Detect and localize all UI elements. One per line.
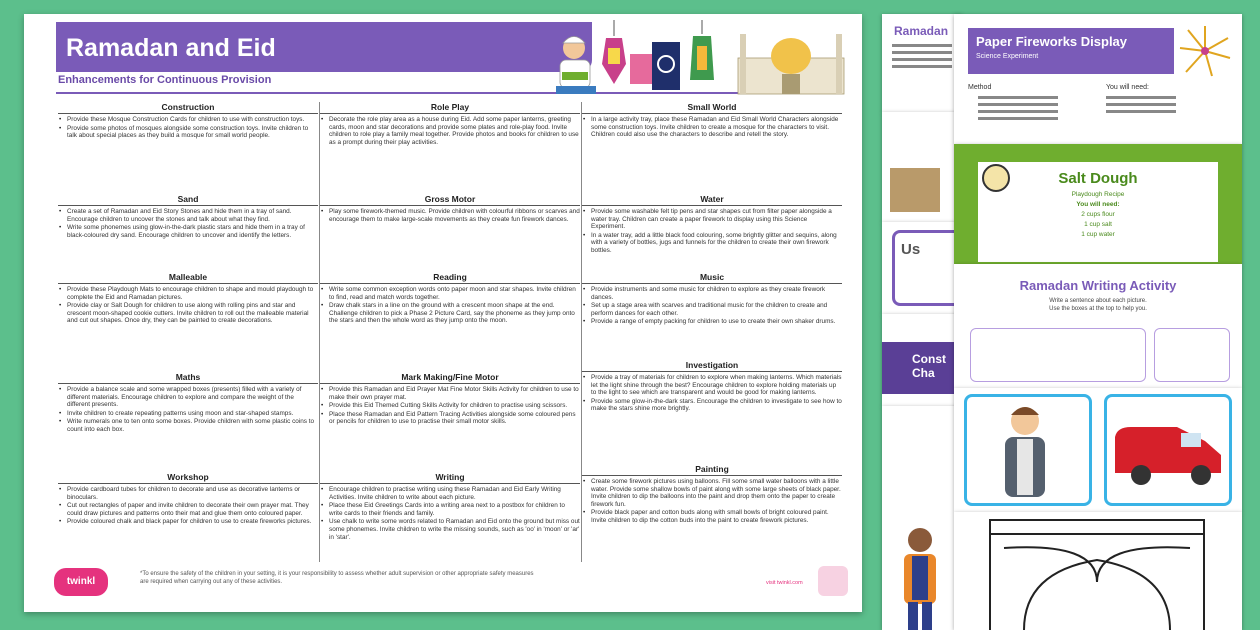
- activity-item: • Provide this Eid Themed Cutting Skills Activity for children to practise using scissors.: [320, 402, 580, 410]
- activity-item: • Provide these Mosque Construction Cards for children to use with construction toys.: [58, 116, 318, 124]
- activity-item: • Provide instruments and some music for children to explore as they create firework dances.: [582, 286, 842, 301]
- activity-list: [582, 116, 842, 139]
- salt-dough-panel: [978, 162, 1218, 262]
- section-rule: [320, 113, 580, 114]
- salt-dough-ingredient: 2 cups flour: [1081, 211, 1115, 218]
- us-card-title: Us: [892, 230, 962, 306]
- stacked-page: [882, 112, 956, 222]
- provision-section: [320, 272, 580, 326]
- section-heading: Writing: [435, 472, 465, 482]
- paper-fireworks-card: [954, 14, 1242, 144]
- activity-list: [320, 208, 580, 223]
- activity-item: • Provide some photos of mosques alongside some construction toys. Invite children to talk about special places as they build a mosque for small world people.: [58, 125, 318, 140]
- boy-figure-icon: [967, 397, 1089, 503]
- provision-section: [582, 464, 842, 526]
- provision-section: [58, 102, 318, 141]
- person-figure-icon: [882, 406, 962, 630]
- activity-item: • Write some common exception words onto paper moon and star shapes. Invite children to find, read and match words together.: [320, 286, 580, 301]
- construction-card-title: Const Cha: [882, 342, 962, 394]
- section-heading: Investigation: [685, 360, 739, 370]
- activity-item: • In a large activity tray, place these Ramadan and Eid Small World Characters alongside some construction toys. Invite children to create a mosque for the characters to visit. Children could also use the characters to describe and retell the story.: [582, 116, 842, 139]
- provision-section: [320, 102, 580, 147]
- word-bank-box: [1154, 328, 1230, 382]
- provision-section: [582, 360, 842, 414]
- writing-title: Ramadan Writing Activity: [1019, 278, 1177, 293]
- salt-dough-ingredient: 1 cup salt: [1084, 221, 1112, 228]
- construction-challenge-card: [882, 314, 962, 406]
- activity-item: • Play some firework-themed music. Provide children with colourful ribbons or scarves and encourage them to make large-scale movements as they create fun firework dances.: [320, 208, 580, 223]
- arch-outline-icon: [954, 512, 1242, 630]
- writing-activity-card: [954, 264, 1242, 388]
- activity-list: [582, 208, 842, 255]
- activity-item: • Provide a range of empty packing for children to use to create their own shaker drums.: [582, 318, 842, 326]
- reading-boy-icon: [556, 37, 596, 95]
- section-heading: Mark Making/Fine Motor: [401, 372, 499, 382]
- section-rule: [58, 483, 318, 484]
- section-heading: Workshop: [167, 472, 209, 482]
- mosque-icon: [738, 34, 844, 94]
- activity-item: • Provide a tray of materials for children to explore when making lanterns. Which materials let the light shine through the best? Encourage children to explore holding materials up to the light to see which are transparent and would be good for making lanterns.: [582, 374, 842, 397]
- section-rule: [58, 205, 318, 206]
- activity-item: • Decorate the role play area as a house during Eid. Add some paper lanterns, greeting cards, moon and star decorations and provide some plates and role-play food. Invite children to role play a family meal together. Provide photos and books for children to use as a prompt during their play activities.: [320, 116, 580, 146]
- provision-section: [582, 102, 842, 140]
- picture-card: [1104, 394, 1232, 506]
- activity-item: • Use chalk to write some words related to Ramadan and Eid onto the ground but miss out some phonemes. Invite children to write the missing sounds, such as 'oo' in 'moon' or 'ar' in 'star'.: [320, 518, 580, 541]
- colouring-page: [954, 512, 1242, 630]
- section-rule: [582, 371, 842, 372]
- ramadan-resource-card: [882, 14, 962, 112]
- footer-url[interactable]: visit twinkl.com: [766, 580, 803, 586]
- safety-note: *To ensure the safety of the children in your setting, it is your responsibility to assess whether adult supervision or other appropriate safety measures are required when carrying out any of these activities.: [140, 571, 534, 585]
- document-footer: [54, 566, 844, 600]
- salt-dough-title: Salt Dough: [1058, 170, 1138, 187]
- activity-item: • Cut out rectangles of paper and invite children to decorate their own prayer mat. They could draw pictures and patterns onto their mat and glue them onto coloured paper.: [58, 502, 318, 517]
- activity-list: [58, 486, 318, 526]
- activity-list: [320, 486, 580, 541]
- provision-section: [58, 272, 318, 326]
- section-rule: [582, 205, 842, 206]
- character-card: [882, 406, 962, 630]
- word-bank-box: [970, 328, 1146, 382]
- provision-section: [58, 372, 318, 435]
- activity-item: • Create a set of Ramadan and Eid Story Stones and hide them in a tray of sand. Encourage children to uncover the stones and talk about what they find.: [58, 208, 318, 223]
- salt-dough-subtitle: Playdough Recipe: [1071, 191, 1125, 198]
- activity-item: • In a water tray, add a little black food colouring, some brightly glitter and sequins, along with a variety of bottles, jugs and funnels for the children to create their own firework bottles.: [582, 232, 842, 255]
- salt-dough-card: [954, 144, 1242, 264]
- activity-item: • Invite children to create repeating patterns using moon and star-shaped stamps.: [58, 410, 318, 418]
- photo-placeholder: [890, 168, 940, 212]
- section-rule: [320, 283, 580, 284]
- section-heading: Reading: [433, 272, 467, 282]
- fireworks-subtitle: Science Experiment: [976, 53, 1039, 60]
- section-rule: [58, 383, 318, 384]
- activity-item: • Write some phonemes using glow-in-the-dark plastic stars and hide them in a tray of black-coloured dry sand. Encourage children to uncover and identify the letters.: [58, 224, 318, 239]
- activity-item: • Provide these Playdough Mats to encourage children to shape and mould playdough to complete the Eid and Ramadan pictures.: [58, 286, 318, 301]
- activity-list: [58, 208, 318, 239]
- section-heading: Painting: [695, 464, 729, 474]
- picture-cards-page: [954, 388, 1242, 512]
- activity-item: • Set up a stage area with scarves and traditional music for the children to create and perform dances for each other.: [582, 302, 842, 317]
- activity-list: [582, 478, 842, 525]
- fireworks-title: Paper Fireworks Display: [976, 34, 1128, 49]
- section-heading: Maths: [175, 372, 201, 382]
- activity-list: [58, 286, 318, 325]
- activity-item: • Provide coloured chalk and black paper for children to use to create fireworks pictures.: [58, 518, 318, 526]
- section-rule: [58, 113, 318, 114]
- document-subtitle: Enhancements for Continuous Provision: [58, 74, 272, 86]
- section-heading: Construction: [161, 102, 215, 112]
- activity-item: • Provide some washable felt tip pens and star shapes cut from filter paper alongside a water tray. Children can create a paper firework to display using this Science Experiment.: [582, 208, 842, 231]
- activity-item: • Place these Eid Greetings Cards into a writing area next to a postbox for children to write cards to their friends and family.: [320, 502, 580, 517]
- activity-item: • Provide clay or Salt Dough for children to use along with rolling pins and star and crescent moon-shaped cookie cutters. Invite children to roll out the malleable material and cut out shapes. Once dry, they can be painted to create decorations.: [58, 302, 318, 325]
- quran-book-icon: [630, 42, 680, 90]
- activity-item: • Encourage children to practise writing using these Ramadan and Eid Early Writing Activities. Invite children to write about each picture.: [320, 486, 580, 501]
- provision-document: [24, 14, 862, 612]
- activity-item: • Provide a balance scale and some wrapped boxes (presents) filled with a variety of different materials. Encourage children to explore and compare the weight of the different presents.: [58, 386, 318, 409]
- fireworks-header: [968, 28, 1174, 74]
- section-heading: Malleable: [168, 272, 208, 282]
- activity-list: [58, 116, 318, 140]
- section-heading: Gross Motor: [424, 194, 476, 204]
- lantern-icon: [602, 20, 626, 84]
- activity-item: • Provide cardboard tubes for children to decorate and use as decorative lanterns or binoculars.: [58, 486, 318, 501]
- section-rule: [320, 383, 580, 384]
- twinkl-logo: twinkl: [54, 568, 108, 596]
- activity-list: [320, 286, 580, 325]
- twinkl-badge-icon: [818, 566, 848, 596]
- section-rule: [320, 205, 580, 206]
- section-rule: [320, 483, 580, 484]
- salt-dough-ingredient: 1 cup water: [1081, 231, 1115, 238]
- provision-section: [58, 472, 318, 527]
- activity-item: • Create some firework pictures using balloons. Fill some small water balloons with a little water. Provide some shallow bowls of paint along with some large sheets of black paper. Invite children to dip the balloons into the paint and drop them onto the paper to create firework fun.: [582, 478, 842, 508]
- provision-section: [320, 472, 580, 542]
- activity-list: [582, 286, 842, 326]
- method-heading: Method: [968, 84, 992, 91]
- provision-section: [58, 194, 318, 240]
- dough-bowl-icon: [982, 164, 1010, 192]
- writing-instruction: Use the boxes at the top to help you.: [1049, 306, 1147, 312]
- activity-list: [58, 386, 318, 434]
- salt-dough-you-need: You will need:: [1076, 201, 1120, 208]
- lantern-icon: [690, 20, 714, 80]
- document-title: Ramadan and Eid: [56, 22, 592, 72]
- activity-item: • Provide this Ramadan and Eid Prayer Mat Fine Motor Skills Activity for children to use to make their own prayer mat.: [320, 386, 580, 401]
- activity-list: [320, 386, 580, 426]
- section-rule: [58, 283, 318, 284]
- activity-item: • Draw chalk stars in a line on the ground with a crescent moon shape at the end. Challenge children to pick a Phase 2 Picture Card, say the phoneme as they jump onto the stars and then the whole word as they jump onto the moon.: [320, 302, 580, 325]
- red-van-icon: [1107, 397, 1229, 503]
- section-rule: [582, 283, 842, 284]
- activity-list: [582, 374, 842, 413]
- ramadan-card-title: Ramadan: [894, 24, 949, 38]
- activity-list: [320, 116, 580, 146]
- activity-item: • Place these Ramadan and Eid Pattern Tracing Activities alongside some coloured pens or pencils for children to use to practise their small motor skills.: [320, 411, 580, 426]
- section-heading: Sand: [177, 194, 199, 204]
- section-heading: Water: [700, 194, 724, 204]
- stacked-page: [882, 222, 962, 314]
- activity-item: • Write numerals one to ten onto some boxes. Provide children with some plastic coins to count into each box.: [58, 418, 318, 433]
- you-need-heading: You will need:: [1106, 84, 1149, 91]
- section-heading: Music: [699, 272, 725, 282]
- ramadan-illustrations: [552, 18, 852, 102]
- firework-icon: [1176, 22, 1234, 80]
- picture-card: [964, 394, 1092, 506]
- section-rule: [582, 113, 842, 114]
- provision-section: [320, 194, 580, 224]
- section-rule: [582, 475, 842, 476]
- section-heading: Role Play: [430, 102, 470, 112]
- section-heading: Small World: [687, 102, 737, 112]
- provision-section: [320, 372, 580, 427]
- activity-item: • Provide some glow-in-the-dark stars. Encourage the children to investigate to see how to make the stars shine more brightly.: [582, 398, 842, 413]
- provision-section: [582, 272, 842, 327]
- writing-instruction: Write a sentence about each picture.: [1049, 298, 1147, 304]
- activity-item: • Provide black paper and cotton buds along with small bowls of bright coloured paint. Invite children to dip the cotton buds into the paint to create firework pictures.: [582, 509, 842, 524]
- provision-section: [582, 194, 842, 256]
